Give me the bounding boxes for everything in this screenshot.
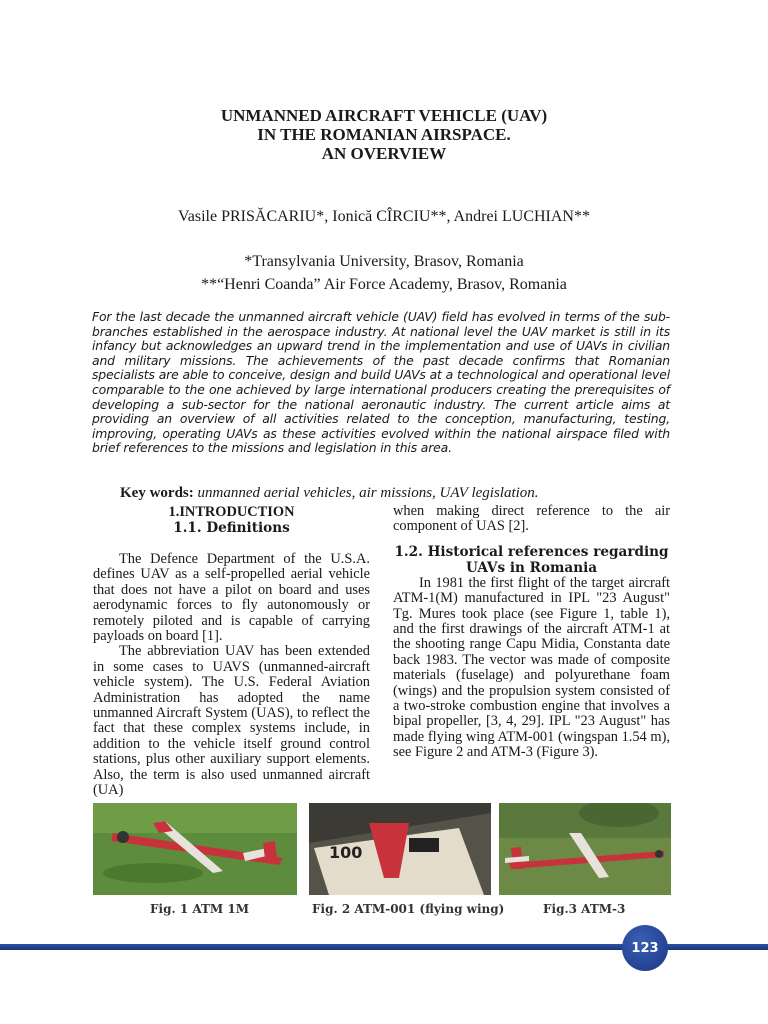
figure-strip: [93, 803, 671, 895]
affiliation-2: **“Henri Coanda” Air Force Academy, Brasov, Romania: [201, 276, 567, 293]
keywords-label: Key words:: [120, 485, 194, 501]
abstract: For the last decade the unmanned aircraft vehicle (UAV) field has evolved in terms of the sub-branches established in the aerospace industry. At national level the UAV market is still in its infancy but acknowledges an upward trend in the implementation and use of UAVs in civilian and military missions. The achievements of the past decade confirms that Romanian specialists are able to conceive, design and build UAVs at a technological and operational level comparable to the one achieved by large international producers creating the prerequisites of developing a sub-sector for the national aeronautic industry. The current article aims at providing an overview of all activities related to the conception, manufacturing, testing, improving, operating UAVs as these activities evolved within the national airspace filed with brief references to the missions and legislation in this area.: [92, 309, 670, 456]
title-line-3: AN OVERVIEW: [321, 144, 447, 163]
keywords-text: unmanned aerial vehicles, air missions, UAV legislation.: [197, 485, 539, 501]
aircraft-photo-icon-2: [499, 803, 671, 895]
affiliations: [0, 250, 768, 296]
page-number-badge: 123: [622, 925, 668, 971]
keywords: [120, 485, 680, 502]
paragraph-continuation: when making direct reference to the air component of UAS [2].: [393, 503, 670, 535]
title-line-1: UNMANNED AIRCRAFT VEHICLE (UAV): [220, 106, 548, 125]
figure-3-caption: Fig.3 ATM-3: [543, 902, 626, 916]
figure-1-atm-1m-photo: [93, 803, 297, 895]
subsection-heading-definitions: 1.1. Definitions: [173, 520, 290, 536]
svg-text:100: 100: [329, 843, 363, 862]
affiliation-1: *Transylvania University, Brasov, Romania: [244, 253, 524, 270]
subsection-heading-historical: 1.2. Historical references regarding UAVs in Romania: [394, 543, 669, 576]
aircraft-photo-icon: [93, 803, 297, 895]
paragraph-history: In 1981 the first flight of the target aircraft ATM-1(M) manufactured in IPL "23 August" Tg. Mures took place (see Figure 1, table 1), and the first drawings of the aircraft ATM-1 at the shooting range Capu Midia, Constanta date back 1983. The vector was made of composite materials (fuselage) and polyurethane foam (wings) and the propulsion system consisted of a two-stroke combustion engine that involves a bipal propeller, [3, 4, 29]. IPL "23 August" has made flying wing ATM-001 (wingspan 1.54 m), see Figure 2 and ATM-3 (Figure 3).: [393, 574, 670, 761]
title-line-2: IN THE ROMANIAN AIRSPACE.: [257, 125, 511, 144]
figure-2-atm-001-photo: [309, 803, 491, 895]
section-heading-introduction: 1.INTRODUCTION: [168, 504, 295, 520]
figure-1-caption: Fig. 1 ATM 1M: [150, 902, 250, 916]
paragraph-abbreviation: The abbreviation UAV has been extended in some cases to UAVS (unmanned-aircraft vehicle system). The U.S. Federal Aviation Administration has adopted the name unmanned Aircraft System (UAS), to reflect the fact that these complex systems include, in addition to the vehicle itself ground control stations, plus other auxiliary support elements. Also, the term is also used unmanned aircraft (UA): [93, 643, 370, 799]
paper-title: [0, 106, 768, 163]
authors: Vasile PRISĂCARIU*, Ionică CÎRCIU**, Andrei LUCHIAN**: [178, 208, 590, 225]
flying-wing-photo-icon: [309, 803, 491, 895]
right-column: [393, 504, 670, 761]
figure-3-atm-3-photo: [499, 803, 671, 895]
left-column: [93, 504, 370, 799]
paragraph-definition: The Defence Department of the U.S.A. defines UAV as a self-propelled aerial vehicle that does not have a pilot on board and uses aerodynamic forces to fly autonomously or remotely piloted and is capable of carrying payloads on board [1].: [93, 551, 370, 645]
figure-2-caption: Fig. 2 ATM-001 (flying wing): [312, 902, 505, 916]
